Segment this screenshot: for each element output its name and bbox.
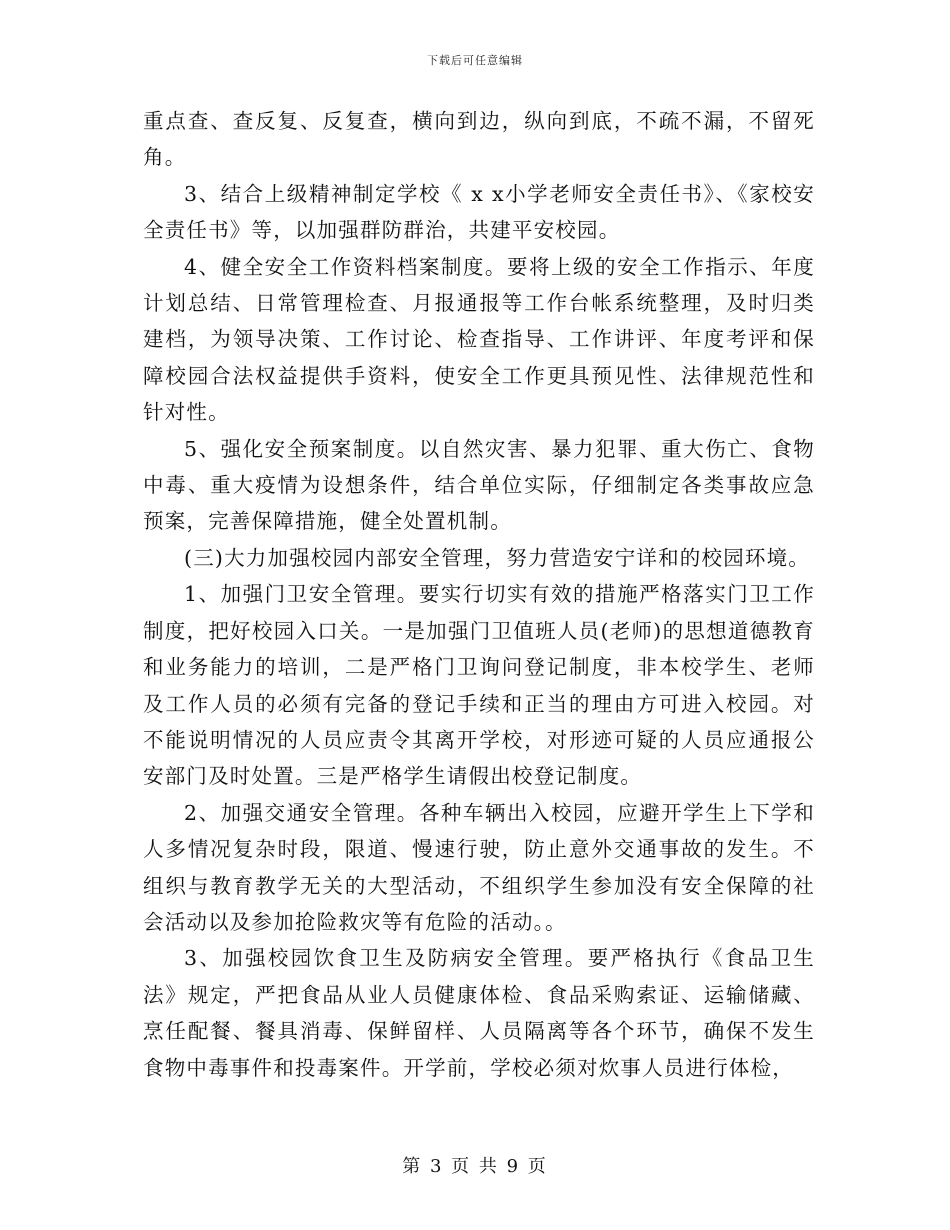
paragraph-item-3-responsibility: 3、结合上级精神制定学校《 x x小学老师安全责任书》、《家校安全责任书》等，以加强群防群治，共建平安校园。 — [143, 181, 815, 243]
page-number-footer: 第 3 页 共 9 页 — [402, 1156, 548, 1177]
paragraph-item-1-gatekeeping: 1、加强门卫安全管理。要实行切实有效的措施严格落实门卫工作制度，把好校园入口关。一是加强门卫值班人员(老师)的思想道德教育和业务能力的培训，二是严格门卫询问登记制度，非本校学生、老师及工作人员的必须有完备的登记手续和正当的理由方可进入校园。对不能说明情况的人员应责令其离开学校，对形迹可疑的人员应通报公安部门及时处置。三是严格学生请假出校登记制度。 — [143, 582, 815, 789]
paragraph-item-3-food-safety: 3、加强校园饮食卫生及防病安全管理。要严格执行《食品卫生法》规定，严把食品从业人员健康体检、食品采购索证、运输储藏、烹任配餐、餐具消毒、保鲜留样、人员隔离等各个环节，确保不发生食物中毒事件和投毒案件。开学前，学校必须对炊事人员进行体检， — [143, 946, 815, 1080]
document-body — [143, 103, 815, 1086]
paragraph-item-2-traffic: 2、加强交通安全管理。各种车辆出入校园，应避开学生上下学和人多情况复杂时段，限道、慢速行驶，防止意外交通事故的发生。不组织与教育教学无关的大型活动，不组织学生参加没有安全保障的社会活动以及参加抢险救灾等有危险的活动。。 — [143, 800, 815, 934]
paragraph-item-4-archives: 4、健全安全工作资料档案制度。要将上级的安全工作指示、年度计划总结、日常管理检查、月报通报等工作台帐系统整理，及时归类建档，为领导决策、工作讨论、检查指导、工作讲评、年度考评和保障校园合法权益提供手资料，使安全工作更具预见性、法律规范性和针对性。 — [143, 254, 815, 425]
paragraph-item-5-contingency: 5、强化安全预案制度。以自然灾害、暴力犯罪、重大伤亡、食物中毒、重大疫情为设想条件，结合单位实际，仔细制定各类事故应急预案，完善保障措施，健全处置机制。 — [143, 436, 815, 534]
page-header: 下载后可任意编辑 — [427, 54, 523, 67]
paragraph-continuation: 重点查、查反复、反复查，横向到边，纵向到底，不疏不漏，不留死角。 — [143, 109, 815, 170]
section-heading-3: (三)大力加强校园内部安全管理，努力营造安宁详和的校园环境。 — [184, 545, 810, 570]
